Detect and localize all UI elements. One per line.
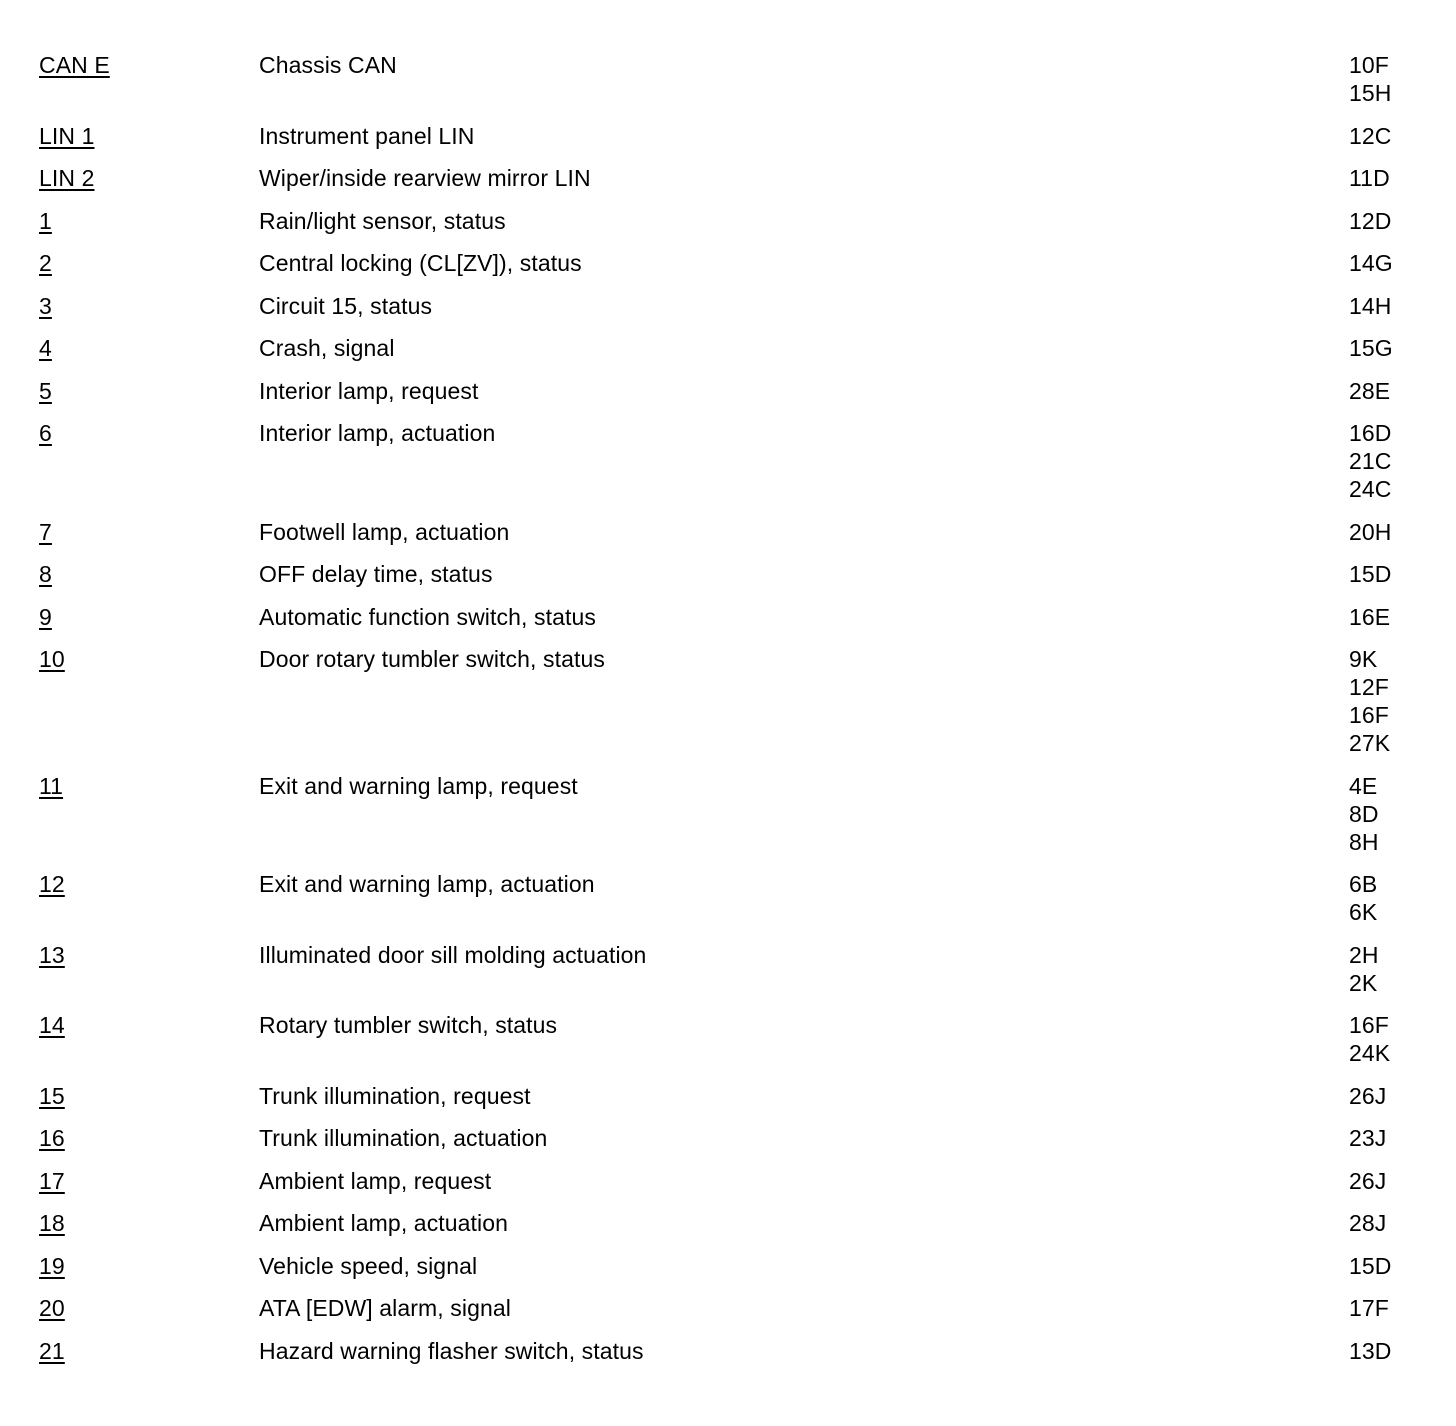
legend-grid-references: 26J xyxy=(1349,1168,1387,1194)
legend-code-link[interactable]: 7 xyxy=(39,519,52,545)
legend-code-link[interactable]: 9 xyxy=(39,604,52,630)
legend-code-link[interactable]: 10 xyxy=(39,646,65,672)
legend-description: Interior lamp, request xyxy=(259,378,479,404)
legend-code-link[interactable]: 14 xyxy=(39,1012,65,1038)
legend-code-link[interactable]: 13 xyxy=(39,942,65,968)
legend-grid-references: 12D xyxy=(1349,208,1392,234)
legend-description: Interior lamp, actuation xyxy=(259,420,496,446)
legend-description: Exit and warning lamp, actuation xyxy=(259,871,595,897)
legend-code-link[interactable]: 5 xyxy=(39,378,52,404)
legend-grid-references: 16D 21C 24C xyxy=(1349,420,1392,502)
legend-code-link[interactable]: 8 xyxy=(39,561,52,587)
legend-description: Ambient lamp, actuation xyxy=(259,1210,509,1236)
legend-code-link[interactable]: 1 xyxy=(39,208,52,234)
legend-grid-references: 26J xyxy=(1349,1083,1387,1109)
legend-code-link[interactable]: 15 xyxy=(39,1083,65,1109)
legend-description: Instrument panel LIN xyxy=(259,123,475,149)
legend-code-link[interactable]: LIN 1 xyxy=(39,123,95,149)
legend-grid-references: 28E xyxy=(1349,378,1391,404)
legend-grid-references: 13D xyxy=(1349,1338,1392,1364)
legend-code-link[interactable]: 2 xyxy=(39,250,52,276)
legend-grid-references: 17F xyxy=(1349,1295,1389,1321)
legend-grid-references: 15D xyxy=(1349,561,1392,587)
legend-description: Automatic function switch, status xyxy=(259,604,596,630)
legend-grid-references: 4E 8D 8H xyxy=(1349,773,1379,855)
legend-grid-references: 15D xyxy=(1349,1253,1392,1279)
legend-grid-references: 16F 24K xyxy=(1349,1012,1391,1066)
legend-code-link[interactable]: 11 xyxy=(39,773,64,799)
legend-description: Exit and warning lamp, request xyxy=(259,773,578,799)
legend-grid-references: 14G xyxy=(1349,250,1393,276)
legend-grid-references: 2H 2K xyxy=(1349,942,1379,996)
legend-description: Door rotary tumbler switch, status xyxy=(259,646,605,672)
legend-grid-references: 20H xyxy=(1349,519,1392,545)
legend-code-link[interactable]: LIN 2 xyxy=(39,165,95,191)
legend-code-link[interactable]: 6 xyxy=(39,420,52,446)
legend-description: OFF delay time, status xyxy=(259,561,493,587)
legend-description: Rotary tumbler switch, status xyxy=(259,1012,558,1038)
legend-description: Trunk illumination, actuation xyxy=(259,1125,548,1151)
legend-description: Hazard warning flasher switch, status xyxy=(259,1338,644,1364)
legend-description: Footwell lamp, actuation xyxy=(259,519,510,545)
legend-code-link[interactable]: CAN E xyxy=(39,52,110,78)
legend-code-link[interactable]: 12 xyxy=(39,871,65,897)
legend-description: Ambient lamp, request xyxy=(259,1168,492,1194)
legend-description: Central locking (CL[ZV]), status xyxy=(259,250,582,276)
legend-grid-references: 28J xyxy=(1349,1210,1387,1236)
legend-grid-references: 12C xyxy=(1349,123,1392,149)
legend-description: Illuminated door sill molding actuation xyxy=(259,942,647,968)
legend-description: Rain/light sensor, status xyxy=(259,208,506,234)
legend-code-link[interactable]: 16 xyxy=(39,1125,65,1151)
legend-description: Chassis CAN xyxy=(259,52,397,78)
legend-grid-references: 15G xyxy=(1349,335,1393,361)
legend-grid-references: 10F 15H xyxy=(1349,52,1392,106)
legend-description: Trunk illumination, request xyxy=(259,1083,531,1109)
legend-grid-references: 6B 6K xyxy=(1349,871,1378,925)
legend-description: ATA [EDW] alarm, signal xyxy=(259,1295,511,1321)
legend-code-link[interactable]: 21 xyxy=(39,1338,65,1364)
legend-description: Crash, signal xyxy=(259,335,395,361)
legend-grid-references: 11D xyxy=(1349,165,1390,191)
legend-grid-references: 23J xyxy=(1349,1125,1387,1151)
legend-code-link[interactable]: 18 xyxy=(39,1210,65,1236)
legend-description: Wiper/inside rearview mirror LIN xyxy=(259,165,591,191)
legend-code-link[interactable]: 3 xyxy=(39,293,52,319)
legend-grid-references: 16E xyxy=(1349,604,1391,630)
legend-code-link[interactable]: 19 xyxy=(39,1253,65,1279)
legend-grid-references: 9K 12F 16F 27K xyxy=(1349,646,1391,756)
legend-code-link[interactable]: 20 xyxy=(39,1295,65,1321)
legend-description: Vehicle speed, signal xyxy=(259,1253,478,1279)
legend-code-link[interactable]: 4 xyxy=(39,335,52,361)
legend-code-link[interactable]: 17 xyxy=(39,1168,65,1194)
legend-grid-references: 14H xyxy=(1349,293,1392,319)
legend-description: Circuit 15, status xyxy=(259,293,433,319)
